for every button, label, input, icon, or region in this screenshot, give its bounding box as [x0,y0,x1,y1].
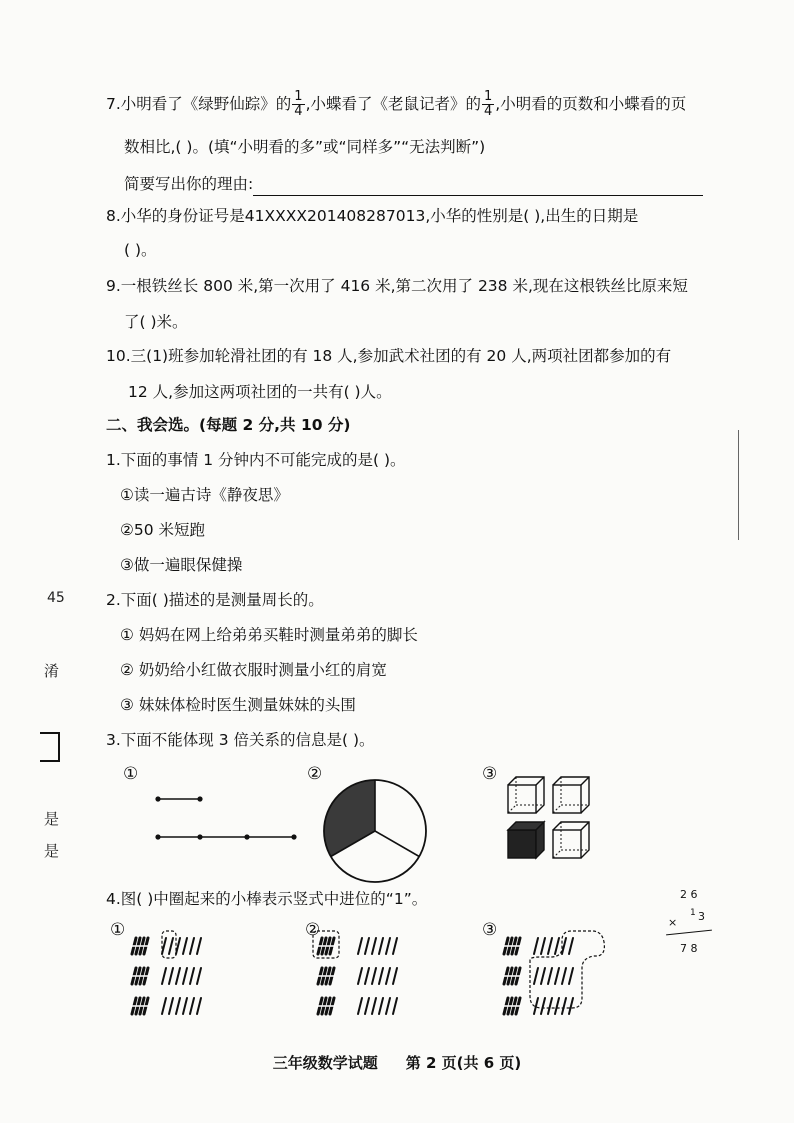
q8-line2: ( )。 [124,241,157,259]
stick-figure-3 [503,931,604,1014]
footer-page: 第 2 页(共 6 页) [405,1054,522,1072]
c2-option-3[interactable]: ③ 妹妹体检时医生测量妹妹的头围 [120,696,356,714]
cube-2 [553,777,589,813]
margin-bracket [40,732,60,762]
c4-stick-figures [130,928,730,1028]
c3-figure-cubes [505,772,600,864]
vm-carry: 1 [690,908,696,918]
q7-reason-label: 简要写出你的理由: [124,175,254,193]
c3-mark-3[interactable]: ③ [482,764,498,784]
q7-line1-b: ,小蝶看了《老鼠记者》的 [305,95,482,113]
q7-line1-c: ,小明看的页数和小蝶看的页 [495,95,687,113]
c4-mark-2[interactable]: ② [305,920,321,940]
c4-mark-1[interactable]: ① [110,920,126,940]
q9-line1: 9.一根铁丝长 800 米,第一次用了 416 米,第二次用了 238 米,现在这根铁丝比原来短 [106,277,688,295]
c3-figure-segments [150,790,300,840]
q7-line2: 数相比,( )。(填“小明看的多”或“同样多”“无法判断”) [124,138,486,156]
cube-4 [553,822,589,858]
margin-fragment-1: 45 [47,590,65,606]
cube-3-shaded [508,822,544,858]
c3-figure-circle [322,778,428,884]
footer-subject: 三年级数学试题 [272,1054,378,1072]
c2-option-1[interactable]: ① 妈妈在网上给弟弟买鞋时测量弟弟的脚长 [120,626,418,644]
fraction-quarter: $\frac{1}{4}$ [294,89,303,119]
fraction-quarter-2: $\frac{1}{4}$ [484,89,493,119]
c1-option-2[interactable]: ②50 米短跑 [120,521,206,539]
q8-line1: 8.小华的身份证号是41XXXX201408287013,小华的性别是( ),出生的日期是 [106,207,639,225]
q10-line2: 12 人,参加这两项社团的一共有( )人。 [128,383,392,401]
vm-op: × [668,916,678,929]
page-footer [0,1052,794,1073]
margin-fragment-2: 淆 [44,662,60,680]
stick-figure-1 [131,931,201,1014]
q7-line1-a: 7.小明看了《绿野仙踪》的 [106,95,292,113]
q9-line2: 了( )米。 [124,313,188,331]
section2-title: 二、我会选。(每题 2 分,共 10 分) [106,416,351,434]
c1-stem: 1.下面的事情 1 分钟内不可能完成的是( )。 [106,451,406,469]
c3-stem: 3.下面不能体现 3 倍关系的信息是( )。 [106,731,375,749]
c3-mark-2[interactable]: ② [307,764,323,784]
margin-fragment-4: 是 [44,842,60,860]
right-edge-line [738,430,739,540]
margin-fragment-3: 是 [44,810,60,828]
q7-line3 [124,172,703,196]
vm-mult: 3 [698,910,705,923]
vm-top: 2 6 [680,888,698,901]
stick-figure-2 [313,931,397,1014]
c1-option-1[interactable]: ①读一遍古诗《静夜思》 [120,486,289,504]
c3-mark-1[interactable]: ① [123,764,139,784]
c1-option-3[interactable]: ③做一遍眼保健操 [120,556,243,574]
cube-1 [508,777,544,813]
c4-mark-3[interactable]: ③ [482,920,498,940]
q10-line1: 10.三(1)班参加轮滑社团的有 18 人,参加武术社团的有 20 人,两项社团都参加的有 [106,347,672,365]
c4-stem: 4.图( )中圈起来的小棒表示竖式中进位的“1”。 [106,890,428,908]
q7-line1 [106,90,686,119]
vm-result: 7 8 [680,942,698,955]
c2-stem: 2.下面( )描述的是测量周长的。 [106,591,324,609]
q7-reason-blank[interactable] [253,179,703,196]
c2-option-2[interactable]: ② 奶奶给小红做衣服时测量小红的肩宽 [120,661,387,679]
